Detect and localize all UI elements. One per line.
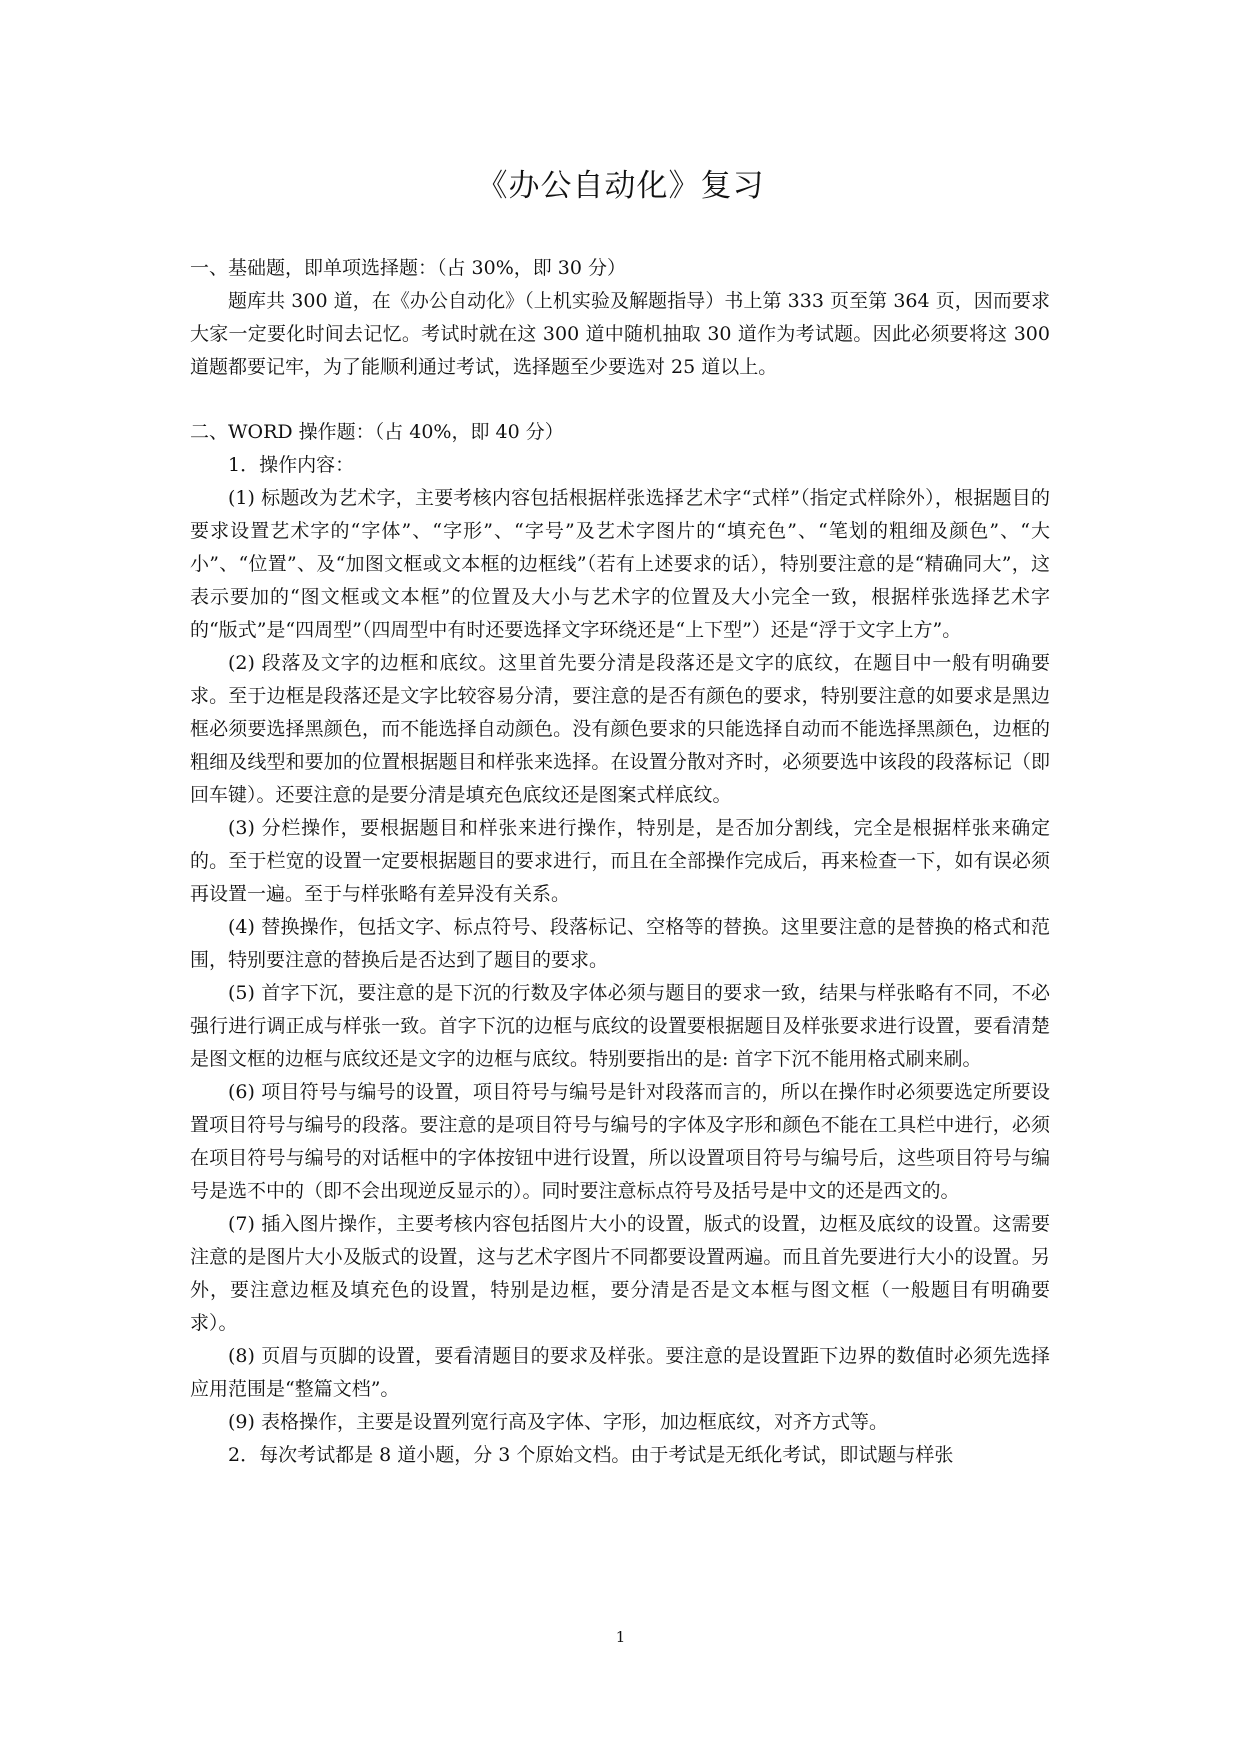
section2-point2: 2．每次考试都是 8 道小题，分 3 个原始文档。由于考试是无纸化考试，即试题与样张 [228,1444,954,1466]
document-body [190,252,1050,1472]
list-item: (6) 项目符号与编号的设置，项目符号与编号是针对段落而言的，所以在操作时必须要选定所要设置项目符号与编号的段落。要注意的是项目符号与编号的字体及字形和颜色不能在工具栏中进行，必须在项目符号与编号的对话框中的字体按钮中进行设置，所以设置项目符号与编号后，这些项目符号与编号是选不中的（即不会出现逆反显示的）。同时要注意标点符号及括号是中文的还是西文的。 [190,1081,1050,1202]
list-item: (3) 分栏操作，要根据题目和样张来进行操作，特别是，是否加分割线，完全是根据样张来确定的。至于栏宽的设置一定要根据题目的要求进行，而且在全部操作完成后，再来检查一下，如有误必须再设置一遍。至于与样张略有差异没有关系。 [190,817,1050,905]
section2-heading: 二、WORD 操作题：（占 40%，即 40 分） [190,421,564,443]
list-item: (7) 插入图片操作，主要考核内容包括图片大小的设置，版式的设置，边框及底纹的设置。这需要注意的是图片大小及版式的设置，这与艺术字图片不同都要设置两遍。而且首先要进行大小的设置。另外，要注意边框及填充色的设置，特别是边框，要分清是否是文本框与图文框（一般题目有明确要求）。 [190,1213,1050,1334]
document-title: 《办公自动化》复习 [476,168,765,204]
list-item: (1) 标题改为艺术字，主要考核内容包括根据样张选择艺术字“式样”（指定式样除外），根据题目的要求设置艺术字的“字体”、“字形”、“字号”及艺术字图片的“填充色”、“笔划的粗细及颜色”、“大小”、“位置”、及“加图文框或文本框的边框线”（若有上述要求的话），特别要注意的是“精确同大”，这表示要加的“图文框或文本框”的位置及大小与艺术字的位置及大小完全一致，根据样张选择艺术字的“版式”是“四周型”（四周型中有时还要选择文字环绕还是“上下型”）还是“浮于文字上方”。 [190,487,1050,641]
list-item: (5) 首字下沉，要注意的是下沉的行数及字体必须与题目的要求一致，结果与样张略有不同，不必强行进行调正成与样张一致。首字下沉的边框与底纹的设置要根据题目及样张要求进行设置，要看清楚是图文框的边框与底纹还是文字的边框与底纹。特别要指出的是: 首字下沉不能用格式刷来刷。 [190,982,1050,1070]
section1-paragraph: 题库共 300 道，在《办公自动化》（上机实验及解题指导）书上第 333 页至第 364 页，因而要求大家一定要化时间去记忆。考试时就在这 300 道中随机抽取 30 道作为考试题。因此必须要将这 300 道题都要记牢，为了能顺利通过考试，选择题至少要选对 25 道以上。 [190,290,1050,378]
page-number: 1 [615,1628,626,1646]
list-item: (8) 页眉与页脚的设置，要看清题目的要求及样张。要注意的是设置距下边界的数值时必须先选择应用范围是“整篇文档”。 [190,1345,1050,1400]
list-item: (2) 段落及文字的边框和底纹。这里首先要分清是段落还是文字的底纹，在题目中一般有明确要求。至于边框是段落还是文字比较容易分清，要注意的是否有颜色的要求，特别要注意的如要求是黑边框必须要选择黑颜色，而不能选择自动颜色。没有颜色要求的只能选择自动而不能选择黑颜色，边框的粗细及线型和要加的位置根据题目和样张来选择。在设置分散对齐时，必须要选中该段的段落标记（即回车键）。还要注意的是要分清是填充色底纹还是图案式样底纹。 [190,652,1050,806]
section1-heading: 一、基础题，即单项选择题：（占 30%，即 30 分） [190,257,627,279]
section2-subheading: 1．操作内容： [228,454,355,476]
list-item: (9) 表格操作，主要是设置列宽行高及字体、字形，加边框底纹，对齐方式等。 [228,1411,888,1433]
list-item: (4) 替换操作，包括文字、标点符号、段落标记、空格等的替换。这里要注意的是替换的格式和范围，特别要注意的替换后是否达到了题目的要求。 [190,916,1050,971]
section-gap [190,384,1050,416]
